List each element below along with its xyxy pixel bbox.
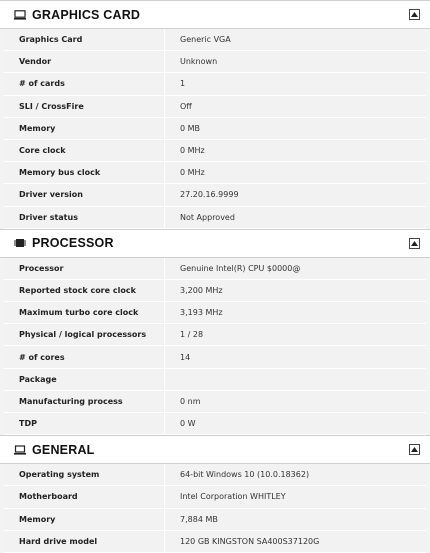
section-header-graphics-card[interactable]	[0, 0, 430, 29]
row-label: Reported stock core clock	[19, 285, 136, 295]
collapse-icon[interactable]	[409, 9, 420, 20]
table-row	[4, 118, 426, 140]
general-section	[0, 435, 430, 553]
row-label: # of cards	[19, 79, 65, 89]
table-row	[4, 140, 426, 162]
table-row	[4, 280, 426, 302]
row-label: Driver version	[19, 190, 83, 200]
row-label: Hard drive model	[19, 536, 98, 546]
table-row	[4, 51, 426, 73]
row-label: Maximum turbo core clock	[19, 308, 139, 318]
table-row	[4, 346, 426, 368]
row-value: Generic VGA	[164, 29, 426, 50]
row-label: Memory	[19, 123, 56, 133]
collapse-icon[interactable]	[409, 238, 420, 249]
row-value: 0 MB	[164, 118, 426, 139]
row-value: 1 / 28	[164, 324, 426, 345]
table-row	[4, 29, 426, 51]
row-label: SLI / CrossFire	[19, 101, 84, 111]
table-row	[4, 486, 426, 508]
row-label: TDP	[19, 419, 37, 429]
row-label: Graphics Card	[19, 35, 83, 45]
row-value: 7,884 MB	[164, 509, 426, 530]
row-value: Genuine Intel(R) CPU $0000@	[164, 258, 426, 279]
row-label: # of cores	[19, 352, 65, 362]
table-row	[4, 369, 426, 391]
section-header-processor[interactable]	[0, 229, 430, 258]
row-value: 64-bit Windows 10 (10.0.18362)	[164, 464, 426, 485]
row-value: Unknown	[164, 51, 426, 72]
laptop-icon	[14, 445, 26, 455]
row-label: Motherboard	[19, 492, 78, 502]
row-label: Vendor	[19, 57, 52, 67]
table-row	[4, 391, 426, 413]
processor-table	[0, 258, 430, 436]
section-title: GENERAL	[32, 442, 95, 457]
table-row	[4, 464, 426, 486]
table-row	[4, 96, 426, 118]
row-value: 0 MHz	[164, 140, 426, 161]
table-row	[4, 324, 426, 346]
cpu-icon	[14, 238, 26, 248]
processor-section	[0, 229, 430, 436]
row-label: Package	[19, 374, 57, 384]
section-header-general[interactable]	[0, 435, 430, 464]
row-label: Memory	[19, 514, 56, 524]
row-value: Off	[164, 96, 426, 117]
row-value: 3,193 MHz	[164, 302, 426, 323]
row-value: 120 GB KINGSTON SA400S37120G	[164, 531, 426, 552]
collapse-icon[interactable]	[409, 444, 420, 455]
row-value: 0 MHz	[164, 162, 426, 183]
row-value: 0 W	[164, 413, 426, 434]
row-value: 3,200 MHz	[164, 280, 426, 301]
row-label: Processor	[19, 263, 64, 273]
row-label: Operating system	[19, 470, 100, 480]
row-value: 1	[164, 73, 426, 94]
table-row	[4, 73, 426, 95]
table-row	[4, 207, 426, 229]
table-row	[4, 509, 426, 531]
row-label: Manufacturing process	[19, 396, 123, 406]
graphics-card-table	[0, 29, 430, 229]
table-row	[4, 162, 426, 184]
general-table	[0, 464, 430, 553]
row-label: Memory bus clock	[19, 168, 101, 178]
row-value: 14	[164, 346, 426, 367]
table-row	[4, 413, 426, 435]
graphics-card-section	[0, 0, 430, 229]
table-row	[4, 302, 426, 324]
monitor-icon	[14, 10, 26, 20]
section-title: GRAPHICS CARD	[32, 7, 141, 22]
row-value: 0 nm	[164, 391, 426, 412]
table-row	[4, 258, 426, 280]
row-value: Not Approved	[164, 207, 426, 228]
row-value: Intel Corporation WHITLEY	[164, 486, 426, 507]
row-label: Driver status	[19, 212, 78, 222]
section-title: PROCESSOR	[32, 236, 114, 251]
row-label: Core clock	[19, 146, 66, 156]
row-label: Physical / logical processors	[19, 330, 147, 340]
row-value: 27.20.16.9999	[164, 184, 426, 205]
row-value	[164, 369, 426, 390]
table-row	[4, 184, 426, 206]
